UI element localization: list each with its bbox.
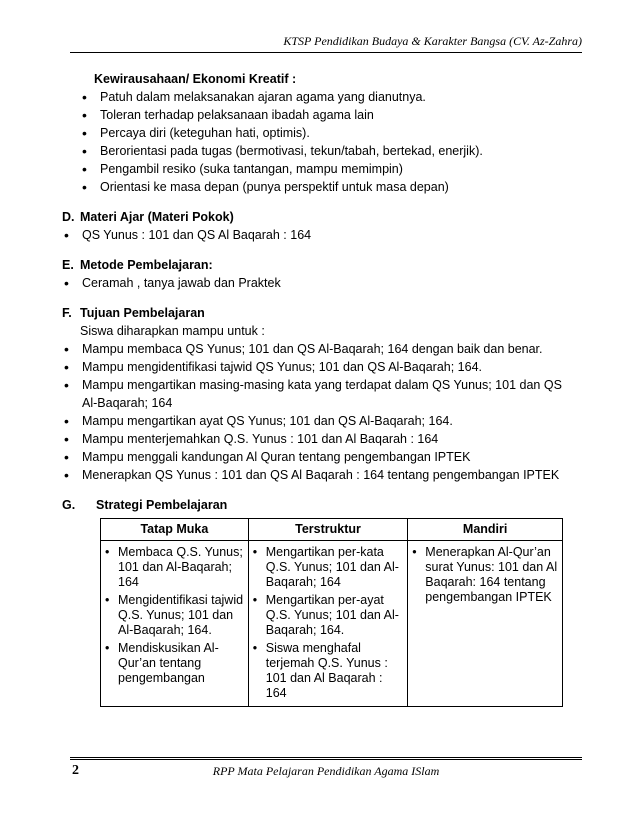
strategy-table <box>100 518 563 707</box>
kewirausahaan-heading: Kewirausahaan/ Ekonomi Kreatif : <box>94 72 297 86</box>
section-label: F. <box>62 306 72 320</box>
section-title: Metode Pembelajaran: <box>80 258 213 272</box>
section-label: G. <box>62 498 76 512</box>
list-item: • Menerapkan QS Yunus : 101 dan QS Al Baqarah : 164 tentang pengembangan IPTEK <box>62 466 572 484</box>
page-number: 2 <box>72 763 79 778</box>
section-label: D. <box>62 210 75 224</box>
table-header: Mandiri <box>408 519 563 541</box>
section-d-list <box>62 226 572 244</box>
list-item: • Mampu menterjemahkan Q.S. Yunus : 101 dan Al Baqarah : 164 <box>62 430 572 448</box>
section-e-list <box>62 274 572 292</box>
table-header: Terstruktur <box>248 519 408 541</box>
table-cell-terstruktur <box>248 541 408 707</box>
table-cell-mandiri <box>408 541 563 707</box>
list-item: • Percaya diri (keteguhan hati, optimis). <box>80 124 572 142</box>
kewirausahaan-section <box>62 70 572 196</box>
list-item: • Mampu mengidentifikasi tajwid QS Yunus; 101 dan QS Al-Baqarah; 164. <box>62 358 572 376</box>
table-header: Tatap Muka <box>101 519 249 541</box>
list-item: • Menerapkan Al-Qur’an surat Yunus: 101 dan Al Baqarah: 164 tentang pengembangan IPTEK <box>412 545 558 605</box>
page-header: KTSP Pendidikan Budaya & Karakter Bangsa (CV. Az-Zahra) <box>70 34 582 53</box>
kewirausahaan-list <box>80 88 572 196</box>
list-item: • Mendiskusikan Al-Qur’an tentang pengembangan <box>105 641 244 686</box>
section-e <box>62 256 572 292</box>
list-item: • Pengambil resiko (suka tantangan, mampu memimpin) <box>80 160 572 178</box>
list-item: • QS Yunus : 101 dan QS Al Baqarah : 164 <box>62 226 572 244</box>
list-item: • Mampu mengartikan masing-masing kata yang terdapat dalam QS Yunus; 101 dan QS Al-Baqarah; 164 <box>62 376 572 412</box>
list-item: • Ceramah , tanya jawab dan Praktek <box>62 274 572 292</box>
section-title: Tujuan Pembelajaran <box>80 306 205 320</box>
section-label: E. <box>62 258 74 272</box>
list-item: • Mampu menggali kandungan Al Quran tentang pengembangan IPTEK <box>62 448 572 466</box>
section-title: Strategi Pembelajaran <box>96 498 228 512</box>
list-item: • Siswa menghafal terjemah Q.S. Yunus : 101 dan Al Baqarah : 164 <box>253 641 404 701</box>
list-item: • Mampu mengartikan ayat QS Yunus; 101 dan QS Al-Baqarah; 164. <box>62 412 572 430</box>
list-item: • Patuh dalam melaksanakan ajaran agama yang dianutnya. <box>80 88 572 106</box>
list-item: • Membaca Q.S. Yunus; 101 dan Al-Baqarah; 164 <box>105 545 244 590</box>
section-g <box>62 496 572 707</box>
section-f-intro: Siswa diharapkan mampu untuk : <box>80 324 265 338</box>
list-item: • Toleran terhadap pelaksanaan ibadah agama lain <box>80 106 572 124</box>
list-item: • Mengartikan per-ayat Q.S. Yunus; 101 dan Al-Baqarah; 164. <box>253 593 404 638</box>
table-row <box>101 541 563 707</box>
section-f-list <box>62 340 572 484</box>
section-title: Materi Ajar (Materi Pokok) <box>80 210 234 224</box>
section-d <box>62 208 572 244</box>
page-content <box>62 70 572 707</box>
list-item: • Mengidentifikasi tajwid Q.S. Yunus; 101 dan Al-Baqarah; 164. <box>105 593 244 638</box>
section-f <box>62 304 572 484</box>
list-item: • Orientasi ke masa depan (punya perspektif untuk masa depan) <box>80 178 572 196</box>
list-item: • Mampu membaca QS Yunus; 101 dan QS Al-Baqarah; 164 dengan baik dan benar. <box>62 340 572 358</box>
list-item: • Mengartikan per-kata Q.S. Yunus; 101 dan Al-Baqarah; 164 <box>253 545 404 590</box>
footer-title: RPP Mata Pelajaran Pendidikan Agama ISlam <box>212 764 440 778</box>
page-footer <box>70 757 582 782</box>
list-item: • Berorientasi pada tugas (bermotivasi, tekun/tabah, bertekad, enerjik). <box>80 142 572 160</box>
table-cell-tatap-muka <box>101 541 249 707</box>
table-header-row <box>101 519 563 541</box>
